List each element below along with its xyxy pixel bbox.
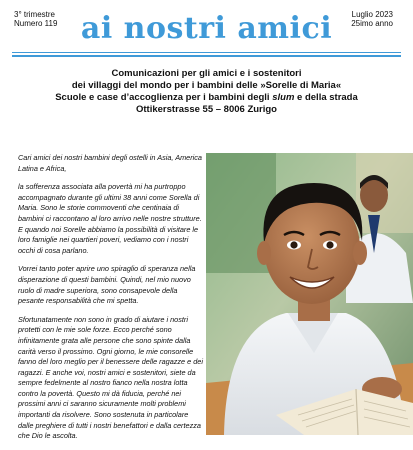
issue-quarter: 3° trimestre: [14, 10, 55, 19]
letter-paragraph-2: Vorrei tanto poter aprire uno spiraglio di speranza nella disperazione di questi bambini. Quindi, nel mio nuovo ruolo di madre superiora, sono consapevole della pesante responsabilità che mi spetta.: [18, 264, 196, 306]
letter-paragraph-1: la sofferenza associata alla povertà mi ha purtroppo accompagnato durante gli ultimi 38 anni come Sorella di Maria. Sono le storie commoventi che centinaia di bambini ci raccontano al loro arrivo nelle nostre strutture. E quando noi Sorelle abbiamo la possibilità di visitare le loro famiglie nei quartieri poveri, vediamo con i nostri occhi di cosa parlano.: [18, 182, 202, 255]
issue-number: Numero 119: [14, 19, 58, 28]
masthead-title: ai nostri amici: [80, 11, 333, 46]
letter-text: [18, 153, 204, 450]
issue-date: Luglio 2023: [351, 10, 393, 19]
masthead-rule-top: [12, 52, 401, 53]
subtitle-line-2: dei villaggi del mondo per i bambini delle »Sorelle di Maria«: [71, 80, 342, 91]
subtitle-address: Ottikerstrasse 55 – 8006 Zurigo: [136, 104, 277, 115]
letter-paragraph-3: Sfortunatamente non sono in grado di aiutare i nostri protetti con le mie sole forze. Ecco perché sono infinitamente grata alle persone che sono spinte dalla carità verso il prossimo. Ogni giorno, le mie consorelle fanno del loro meglio per il benessere delle ragazze e dei ragazzi. E anche voi, nostri amici e sostenitori, siete da sempre fedelmente al nostro fianco nella nostra lotta contro la povertà. Questo mi dà fiducia, perché nei prossimi anni ci saranno sicuramente molti problemi importanti da risolvere. Sono sostenuta in particolare dalle preghiere di tutti i nostri benefattori e dalla certezza che Dio le ascolta.: [18, 314, 203, 441]
subtitle-line-1: Comunicazioni per gli amici e i sostenitori: [111, 68, 302, 79]
cover-photo: [206, 153, 413, 435]
subtitle-slum-word: slum: [272, 92, 295, 103]
subtitle-line-3-a: Scuole e case d’accoglienza per i bambini degli: [55, 92, 273, 103]
letter-salutation: Cari amici dei nostri bambini degli ostelli in Asia, America Latina e Africa,: [18, 153, 202, 173]
subtitle-line-3: [0, 92, 413, 104]
masthead-rule-bottom: [12, 55, 401, 57]
subtitle-line-3-c: e della strada: [294, 92, 358, 103]
cover-photo-illustration: [206, 153, 413, 435]
issue-year: 25imo anno: [351, 19, 393, 28]
subtitle-block: [0, 68, 413, 116]
